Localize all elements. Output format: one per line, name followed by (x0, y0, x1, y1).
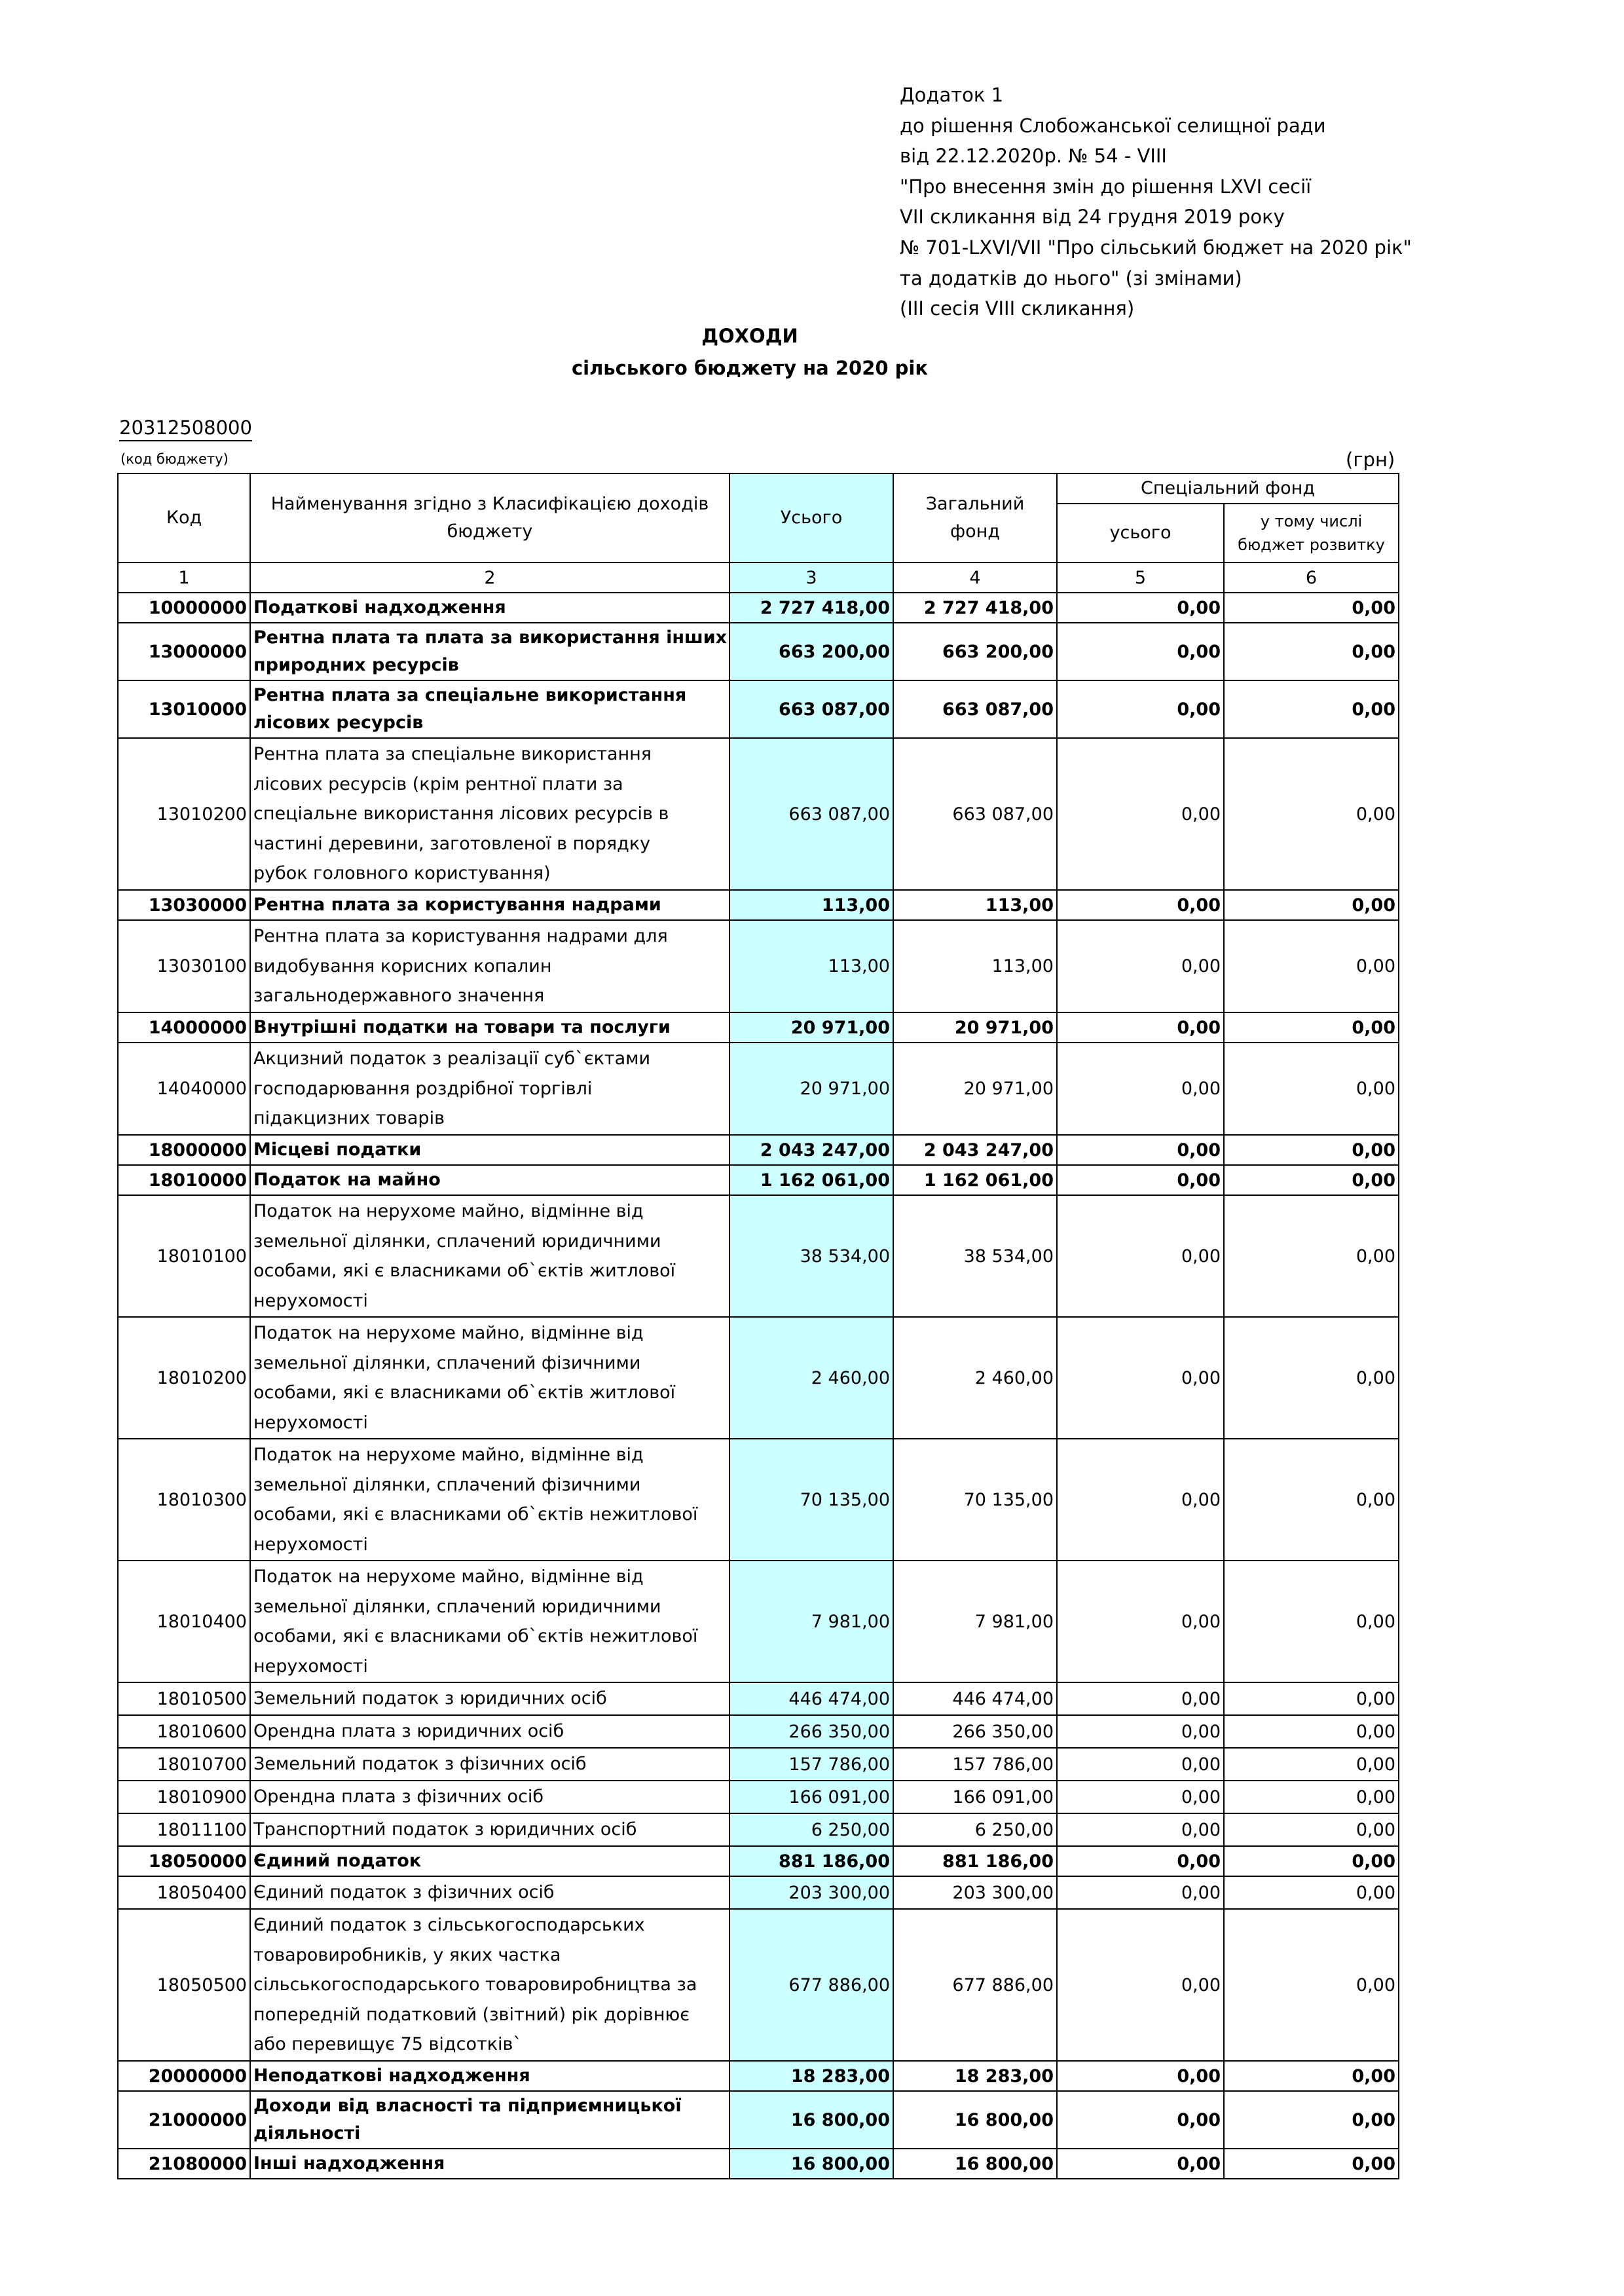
row-special-dev: 0,00 (1224, 1439, 1399, 1561)
row-name (250, 2149, 729, 2179)
row-special-dev: 0,00 (1224, 1135, 1399, 1165)
row-general-fund: 16 800,00 (893, 2149, 1057, 2179)
table-row (118, 1748, 1399, 1781)
row-total: 203 300,00 (729, 1876, 893, 1909)
row-special-total: 0,00 (1057, 1561, 1224, 1682)
row-name (250, 1043, 729, 1135)
row-general-fund: 20 971,00 (893, 1012, 1057, 1043)
row-general-fund: 266 350,00 (893, 1715, 1057, 1748)
table-row (118, 2149, 1399, 2179)
table-row (118, 1813, 1399, 1846)
row-name-line: Акцизний податок з реалізації суб`єктами (253, 1048, 651, 1069)
row-total: 266 350,00 (729, 1715, 893, 1748)
row-special-total: 0,00 (1057, 1135, 1224, 1165)
row-total: 166 091,00 (729, 1781, 893, 1813)
row-total: 157 786,00 (729, 1748, 893, 1781)
row-total: 113,00 (729, 890, 893, 920)
row-general-fund: 2 460,00 (893, 1317, 1057, 1439)
row-name-line: Місцеві податки (253, 1139, 422, 1160)
row-general-fund: 203 300,00 (893, 1876, 1057, 1909)
row-general-fund: 1 162 061,00 (893, 1165, 1057, 1195)
row-code: 18050500 (118, 1909, 250, 2061)
row-code: 18000000 (118, 1135, 250, 1165)
row-general-fund: 2 727 418,00 (893, 593, 1057, 623)
row-name-line: земельної ділянки, сплачений фізичними (253, 1352, 641, 1373)
row-name-line: Доходи від власності та підприємницької (253, 2096, 682, 2116)
row-code: 18010300 (118, 1439, 250, 1561)
row-total: 677 886,00 (729, 1909, 893, 2061)
appendix-line: та додатків до нього" (зі змінами) (900, 267, 1242, 289)
currency-unit: (грн) (1346, 449, 1395, 471)
row-name-line: Орендна плата з юридичних осіб (253, 1721, 564, 1742)
row-name (250, 1876, 729, 1909)
row-name (250, 920, 729, 1012)
row-special-total: 0,00 (1057, 738, 1224, 890)
row-general-fund: 166 091,00 (893, 1781, 1057, 1813)
row-code: 14040000 (118, 1043, 250, 1135)
table-row (118, 1846, 1399, 1876)
row-general-fund: 663 087,00 (893, 738, 1057, 890)
budget-code: 20312508000 (119, 417, 252, 441)
row-name (250, 1909, 729, 2061)
row-name-line: особами, які є власниками об`єктів нежитлової (253, 1504, 698, 1525)
column-number: 4 (893, 563, 1057, 593)
row-general-fund: 70 135,00 (893, 1439, 1057, 1561)
row-special-total: 0,00 (1057, 1165, 1224, 1195)
table-row (118, 2091, 1399, 2149)
table-row (118, 1135, 1399, 1165)
row-total: 446 474,00 (729, 1682, 893, 1715)
table-row (118, 593, 1399, 623)
row-special-dev: 0,00 (1224, 1781, 1399, 1813)
appendix-line: "Про внесення змін до рішення LXVI сесії (900, 175, 1312, 198)
row-special-total: 0,00 (1057, 1813, 1224, 1846)
row-name-line: нерухомості (253, 1290, 368, 1311)
row-name-line: Земельний податок з юридичних осіб (253, 1688, 607, 1709)
header-special-fund: Спеціальний фонд (1057, 473, 1399, 504)
row-special-total: 0,00 (1057, 1682, 1224, 1715)
row-special-dev: 0,00 (1224, 2061, 1399, 2091)
row-name-line: лісових ресурсів (253, 713, 424, 733)
header-name: Найменування згідно з Класифікацією доходів бюджету (250, 473, 729, 563)
row-name-line: земельної ділянки, сплачений фізичними (253, 1474, 641, 1495)
row-special-dev: 0,00 (1224, 1813, 1399, 1846)
row-name (250, 593, 729, 623)
row-name-line: Єдиний податок з фізичних осіб (253, 1882, 555, 1903)
row-general-fund: 18 283,00 (893, 2061, 1057, 2091)
row-special-total: 0,00 (1057, 680, 1224, 738)
row-general-fund: 446 474,00 (893, 1682, 1057, 1715)
row-name (250, 623, 729, 680)
table-row (118, 1561, 1399, 1682)
row-code: 18010400 (118, 1561, 250, 1682)
row-special-dev: 0,00 (1224, 1876, 1399, 1909)
row-name-line: попередній податковий (звітний) рік дорівнює (253, 2004, 690, 2025)
row-name-line: Транспортний податок з юридичних осіб (253, 1819, 637, 1840)
row-special-total: 0,00 (1057, 1012, 1224, 1043)
budget-code-label: (код бюджету) (120, 451, 229, 467)
row-code: 18010700 (118, 1748, 250, 1781)
row-general-fund: 6 250,00 (893, 1813, 1057, 1846)
row-name-line: Інші надходження (253, 2153, 445, 2174)
row-total: 2 043 247,00 (729, 1135, 893, 1165)
row-special-dev: 0,00 (1224, 920, 1399, 1012)
appendix-line: (ІІІ сесія VIII скликання) (900, 297, 1135, 320)
row-code: 14000000 (118, 1012, 250, 1043)
row-special-total: 0,00 (1057, 2091, 1224, 2149)
document-title: ДОХОДИ (701, 325, 798, 347)
row-name-line: земельної ділянки, сплачений юридичними (253, 1596, 661, 1617)
row-name-line: Податок на нерухоме майно, відмінне від (253, 1445, 644, 1465)
row-name-line: підакцизних товарів (253, 1108, 445, 1129)
row-name-line: Орендна плата з фізичних осіб (253, 1787, 544, 1807)
row-name-line: частині деревини, заготовленої в порядку (253, 833, 651, 854)
table-row (118, 1165, 1399, 1195)
appendix-line: Додаток 1 (900, 84, 1004, 106)
header-special-dev: у тому числі бюджет розвитку (1224, 504, 1399, 563)
document-subtitle: сільського бюджету на 2020 рік (571, 357, 929, 379)
row-name-line: Земельний податок з фізичних осіб (253, 1754, 587, 1775)
row-name-line: Податок на майно (253, 1170, 441, 1190)
appendix-line: VII скликання від 24 грудня 2019 року (900, 206, 1285, 229)
row-total: 70 135,00 (729, 1439, 893, 1561)
row-name-line: нерухомості (253, 1412, 368, 1433)
row-name-line: Податок на нерухоме майно, відмінне від (253, 1566, 644, 1587)
row-general-fund: 677 886,00 (893, 1909, 1057, 2061)
row-total: 663 087,00 (729, 680, 893, 738)
row-code: 20000000 (118, 2061, 250, 2091)
row-name (250, 1135, 729, 1165)
row-general-fund: 38 534,00 (893, 1195, 1057, 1317)
row-special-total: 0,00 (1057, 593, 1224, 623)
row-special-dev: 0,00 (1224, 1846, 1399, 1876)
row-name-line: або перевищує 75 відсотків` (253, 2034, 522, 2055)
row-special-dev: 0,00 (1224, 593, 1399, 623)
table-row (118, 1195, 1399, 1317)
column-number: 1 (118, 563, 250, 593)
row-special-dev: 0,00 (1224, 1682, 1399, 1715)
row-name-line: лісових ресурсів (крім рентної плати за (253, 773, 623, 794)
row-name-line: природних ресурсів (253, 655, 459, 675)
row-special-dev: 0,00 (1224, 1909, 1399, 2061)
table-row (118, 1909, 1399, 2061)
row-total: 18 283,00 (729, 2061, 893, 2091)
row-special-total: 0,00 (1057, 890, 1224, 920)
row-code: 18010900 (118, 1781, 250, 1813)
row-name-line: особами, які є власниками об`єктів нежитлової (253, 1626, 698, 1646)
row-name (250, 1317, 729, 1439)
row-name-line: Рентна плата за користування надрами (253, 895, 661, 915)
table-row (118, 2061, 1399, 2091)
row-name-line: Єдиний податок з сільськогосподарських (253, 1915, 645, 1936)
table-row (118, 738, 1399, 890)
row-total: 2 460,00 (729, 1317, 893, 1439)
row-total: 16 800,00 (729, 2091, 893, 2149)
row-name (250, 890, 729, 920)
table-row (118, 1682, 1399, 1715)
row-name-line: нерухомості (253, 1656, 368, 1676)
row-code: 18011100 (118, 1813, 250, 1846)
row-general-fund: 20 971,00 (893, 1043, 1057, 1135)
row-name (250, 1439, 729, 1561)
row-name (250, 1781, 729, 1813)
row-name-line: Неподаткові надходження (253, 2065, 530, 2086)
column-number: 5 (1057, 563, 1224, 593)
row-total: 881 186,00 (729, 1846, 893, 1876)
row-general-fund: 157 786,00 (893, 1748, 1057, 1781)
row-code: 18010200 (118, 1317, 250, 1439)
table-row (118, 1715, 1399, 1748)
row-name (250, 1561, 729, 1682)
row-special-dev: 0,00 (1224, 1561, 1399, 1682)
row-special-total: 0,00 (1057, 2149, 1224, 2179)
row-name (250, 1012, 729, 1043)
row-special-total: 0,00 (1057, 1876, 1224, 1909)
row-code: 13030000 (118, 890, 250, 920)
row-name-line: Рентна плата за спеціальне використання (253, 685, 687, 705)
appendix-block (900, 80, 1555, 324)
row-special-total: 0,00 (1057, 2061, 1224, 2091)
row-name (250, 680, 729, 738)
row-total: 16 800,00 (729, 2149, 893, 2179)
header-special-total: усього (1057, 504, 1224, 563)
row-total: 20 971,00 (729, 1012, 893, 1043)
row-code: 18010500 (118, 1682, 250, 1715)
row-name-line: Податок на нерухоме майно, відмінне від (253, 1323, 644, 1343)
row-name-line: Внутрішні податки на товари та послуги (253, 1017, 671, 1037)
row-special-total: 0,00 (1057, 1317, 1224, 1439)
row-special-total: 0,00 (1057, 920, 1224, 1012)
row-name-line: Податок на нерухоме майно, відмінне від (253, 1201, 644, 1221)
row-name (250, 738, 729, 890)
row-special-dev: 0,00 (1224, 890, 1399, 920)
row-special-dev: 0,00 (1224, 1043, 1399, 1135)
table-row (118, 623, 1399, 680)
row-code: 10000000 (118, 593, 250, 623)
row-name (250, 1813, 729, 1846)
row-name-line: рубок головного користування) (253, 863, 551, 884)
row-name-line: нерухомості (253, 1534, 368, 1555)
revenue-table (117, 473, 1399, 2179)
row-general-fund: 663 087,00 (893, 680, 1057, 738)
row-special-dev: 0,00 (1224, 1317, 1399, 1439)
row-general-fund: 2 043 247,00 (893, 1135, 1057, 1165)
row-special-dev: 0,00 (1224, 2091, 1399, 2149)
row-name-line: видобування корисних копалин (253, 955, 552, 976)
row-code: 18010600 (118, 1715, 250, 1748)
table-row (118, 1439, 1399, 1561)
row-name (250, 2091, 729, 2149)
row-general-fund: 16 800,00 (893, 2091, 1057, 2149)
row-name-line: загальнодержавного значення (253, 986, 545, 1007)
row-special-dev: 0,00 (1224, 2149, 1399, 2179)
row-code: 18010000 (118, 1165, 250, 1195)
row-special-dev: 0,00 (1224, 1748, 1399, 1781)
row-special-total: 0,00 (1057, 623, 1224, 680)
column-number: 6 (1224, 563, 1399, 593)
row-code: 21000000 (118, 2091, 250, 2149)
row-total: 663 200,00 (729, 623, 893, 680)
row-special-dev: 0,00 (1224, 1012, 1399, 1043)
row-code: 21080000 (118, 2149, 250, 2179)
row-name (250, 1195, 729, 1317)
row-name-line: особами, які є власниками об`єктів житлової (253, 1382, 676, 1403)
column-number: 2 (250, 563, 729, 593)
row-special-dev: 0,00 (1224, 680, 1399, 738)
header-general-fund: Загальний фонд (893, 473, 1057, 563)
table-row (118, 1876, 1399, 1909)
row-name (250, 1165, 729, 1195)
row-total: 6 250,00 (729, 1813, 893, 1846)
row-total: 663 087,00 (729, 738, 893, 890)
row-name-line: господарювання роздрібної торгівлі (253, 1078, 593, 1099)
column-number: 3 (729, 563, 893, 593)
row-name-line: сільськогосподарського товаровиробництва за (253, 1974, 697, 1995)
row-name-line: Рентна плата та плата за використання інших (253, 627, 728, 648)
row-code: 13030100 (118, 920, 250, 1012)
appendix-line: від 22.12.2020р. № 54 - VIII (900, 145, 1167, 168)
row-name-line: Податкові надходження (253, 597, 506, 618)
row-general-fund: 881 186,00 (893, 1846, 1057, 1876)
table-row (118, 1781, 1399, 1813)
row-name (250, 1846, 729, 1876)
row-total: 2 727 418,00 (729, 593, 893, 623)
row-special-dev: 0,00 (1224, 1715, 1399, 1748)
row-special-total: 0,00 (1057, 1195, 1224, 1317)
row-code: 13010000 (118, 680, 250, 738)
row-special-dev: 0,00 (1224, 738, 1399, 890)
row-general-fund: 663 200,00 (893, 623, 1057, 680)
row-name-line: земельної ділянки, сплачений юридичними (253, 1231, 661, 1251)
row-special-total: 0,00 (1057, 1715, 1224, 1748)
row-special-dev: 0,00 (1224, 1195, 1399, 1317)
row-general-fund: 113,00 (893, 890, 1057, 920)
row-name-line: Рентна плата за користування надрами для (253, 926, 668, 947)
row-total: 7 981,00 (729, 1561, 893, 1682)
row-name-line: спеціальне використання лісових ресурсів в (253, 804, 669, 824)
row-name (250, 1682, 729, 1715)
row-name-line: Рентна плата за спеціальне використання (253, 744, 652, 765)
row-name (250, 2061, 729, 2091)
header-total: Усього (729, 473, 893, 563)
row-code: 18050000 (118, 1846, 250, 1876)
row-total: 20 971,00 (729, 1043, 893, 1135)
row-total: 38 534,00 (729, 1195, 893, 1317)
table-row (118, 1012, 1399, 1043)
row-general-fund: 7 981,00 (893, 1561, 1057, 1682)
row-special-total: 0,00 (1057, 1781, 1224, 1813)
row-code: 18050400 (118, 1876, 250, 1909)
row-special-dev: 0,00 (1224, 623, 1399, 680)
row-name-line: діяльності (253, 2123, 361, 2143)
row-special-total: 0,00 (1057, 1748, 1224, 1781)
row-special-total: 0,00 (1057, 1439, 1224, 1561)
row-code: 13000000 (118, 623, 250, 680)
row-special-total: 0,00 (1057, 1043, 1224, 1135)
header-code: Код (118, 473, 250, 563)
table-row (118, 920, 1399, 1012)
row-special-total: 0,00 (1057, 1846, 1224, 1876)
table-row (118, 680, 1399, 738)
row-total: 1 162 061,00 (729, 1165, 893, 1195)
table-row (118, 1317, 1399, 1439)
row-name-line: особами, які є власниками об`єктів житлової (253, 1261, 676, 1281)
row-general-fund: 113,00 (893, 920, 1057, 1012)
row-total: 113,00 (729, 920, 893, 1012)
table-row (118, 890, 1399, 920)
appendix-line: до рішення Слобожанської селищної ради (900, 114, 1326, 137)
table-row (118, 1043, 1399, 1135)
row-name (250, 1715, 729, 1748)
row-name (250, 1748, 729, 1781)
row-name-line: товаровиробників, у яких частка (253, 1944, 561, 1965)
row-special-dev: 0,00 (1224, 1165, 1399, 1195)
row-special-total: 0,00 (1057, 1909, 1224, 2061)
row-code: 18010100 (118, 1195, 250, 1317)
row-name-line: Єдиний податок (253, 1851, 422, 1871)
appendix-line: № 701-LXVI/VII "Про сільський бюджет на 2020 рік" (900, 236, 1412, 259)
row-code: 13010200 (118, 738, 250, 890)
